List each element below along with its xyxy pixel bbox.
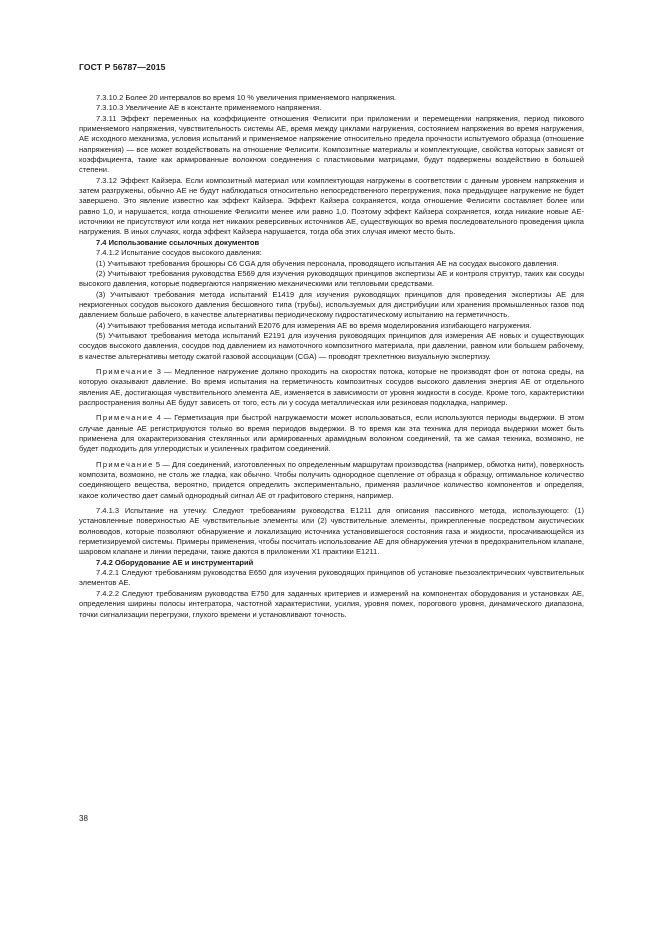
note-label: Примечание (96, 366, 154, 376)
body-paragraph: 7.4.1.3 Испытание на утечку. Следуют требованиям руководства Е1211 для описания пассивного метода, использующего: (1) установленные поверхностью АЕ чувствительные элементы или (2) чувствительные элементы, прикрепленные посредством акустических волноводов, которые позволяют обнаружение и локализацию источника установившегося состояния газа и жидкости, просачивающейся из герметизируемой системы. Примеры применения, чтобы посчитать использование АЕ для обнаружения утечки в предохранительном клапане, шаровом клапане и линии передачи, также даются в приложении Х1 практики Е1211. (79, 506, 584, 557)
body-paragraph: 7.3.11 Эффект переменных на коэффициенте отношения Фелисити при приложении и перемещении напряжения, период пикового применяемого напряжения, чувствительность системы АЕ, время между циклами нагружения, состоянием напряжения во время нагружения, АЕ исходного механизма, условия испытаний и применяемое напряжение относительно предела прочности испытуемого образца (отношение напряжения) — все может воздействовать на отношение Фелисити. Композитные материалы и комплектующие, свойства которых зависят от коэффициента, такие как армированные волокном соединения с пластиковыми матрицами, будут подвержены воздействию в большей степени. (79, 113, 584, 175)
document-header: ГОСТ Р 56787—2015 (79, 62, 166, 72)
note-text: 5 — Для соединений, изготовленных по определенным маршрутам производства (например, обмотка нити), поверхность композита, возможно, не столь же гладка, как обычно. Чтобы получить однородное сцепление от образца к образцу, оптимальное количество соединяющего вещества, вероятно, придется определить экспериментально, применяя различное количество компонентов и определяя, какое количество дает самый однородный сигнал АЕ от графитового стержня, например. (79, 459, 584, 500)
section-heading: 7.4 Использование ссылочных документов (96, 237, 260, 247)
body-paragraph: 7.4.2.1 Следуют требованиям руководства Е650 для изучения руководящих принципов об установке пьезоэлектрических чувствительных элементов АЕ. (79, 568, 584, 588)
body-paragraph: 7.3.10.2 Более 20 интервалов во время 10 % увеличения применяемого напряжения. (96, 93, 397, 102)
note-label: Примечание (96, 413, 154, 423)
body-paragraph: (2) Учитывают требования руководства Е569 для изучения руководящих принципов экспертизы АЕ и контроля структур, таких как сосуды высокого давления, которые подвергаются напряжению механическими или тепловыми средствами. (79, 268, 584, 289)
note-text: 4 — Герметизация при быстрой нагружаемости может использоваться, если используются периоды выдержки. В этом случае данные АЕ регистрируются только во время периодов выдержки. В то время как эта техника для периода выдержки может быть применена для охарактеризования стеклянных или армированных арамидным волокном соединений, та же самая техника, возможно, не будет подходить для углеродистых и усиленных графитом соединений. (79, 413, 584, 454)
page-number: 38 (79, 814, 88, 823)
body-paragraph: 7.4.2.2 Следуют требованиям руководства Е750 для заданных критериев и измерений на компонентах оборудования и установках АЕ, определения ширины полосы интегратора, частотной характеристики, усилия, уровня помех, порогового уровня, динамического диапазона, точки сигнализации перегрузки, глухого времени и установливают точность. (79, 588, 584, 619)
note-paragraph (79, 413, 584, 454)
body-paragraph: 7.4.1.2 Испытание сосудов высокого давления: (96, 248, 262, 258)
body-paragraph: (4) Учитывают требования метода испытаний Е2076 для измерения АЕ во время моделирования изгибающего нагружения. (96, 320, 532, 330)
body-paragraph: (3) Учитывают требования метода испытаний Е1419 для изучения руководящих принципов для проведения экспертизы АЕ для некриогенных сосудов высокого давления бесшовного типа (трубы), используемых для дистрибуции или хранения промышленных газов под давлением больше рабочего, в качестве альтернативы периодическому гидростатическому испытанию на герметичность. (79, 289, 584, 320)
body-paragraph: 7.3.10.3 Увеличение АЕ в константе применяемого напряжения. (96, 103, 322, 113)
note-text: 3 — Медленное нагружение должно проходить на скоростях потока, которые не производят фон от потока среды, на которую оказывают давление. Во время испытания на герметичность композитных сосудов высокого давления энергия АЕ от отдельного явления АЕ, достигающая чувствительного элемента АЕ, изменяется в зависимости от уровня жидкости в сосуде. Кроме того, характеристики распространения волны АЕ будут зависеть от того, есть ли у сосуда металлическая или резиновая подкладка, например. (79, 366, 584, 407)
body-paragraph: (1) Учитывают требования брошюры С6 CGA для обучения персонала, проводящего испытания АЕ на сосудах высокого давления. (96, 258, 559, 268)
note-paragraph (79, 460, 584, 501)
body-paragraph: 7.3.12 Эффект Кайзера. Если композитный материал или комплектующая нагружены в соответствии с данным уровнем напряжения и затем разгружены, обычно АЕ не будут наблюдаться относительно непосредственного перегружения, пока предыдущее нагружение не будет завершено. Это явление известно как эффект Кайзера. Эффект Кайзера сохраняется, когда отношение Фелисити составляет более или равно 1,0, и нарушается, когда отношение Фелисити менее или равно 1,0. Поэтому эффект Кайзера сохраняется, когда никакие новые АЕ-источники не присутствуют или когда нет никаких реверсивных источников АЕ, существующих во время последовательного проведения цикла нагружения. В иных случаях, когда эффект Кайзера нарушается, тогда оба этих случая имеют место быть. (79, 175, 584, 237)
note-label: Примечание (96, 459, 154, 469)
note-paragraph (79, 367, 584, 408)
section-heading: 7.4.2 Оборудование АЕ и инструментарий (96, 557, 254, 567)
body-paragraph: (5) Учитывают требования метода испытаний Е2191 для изучения руководящих принципов для измерения АЕ новых и существующих сосудов высокого давления, сосудов под давлением из намоточного композитного материала, при давлении, равном или большем рабочему, в качестве альтернативы методу сжатой газовой ассоциации (CGA) — проводят трехлетнюю визуальную экспертизу. (79, 330, 584, 361)
document-body (79, 93, 584, 620)
